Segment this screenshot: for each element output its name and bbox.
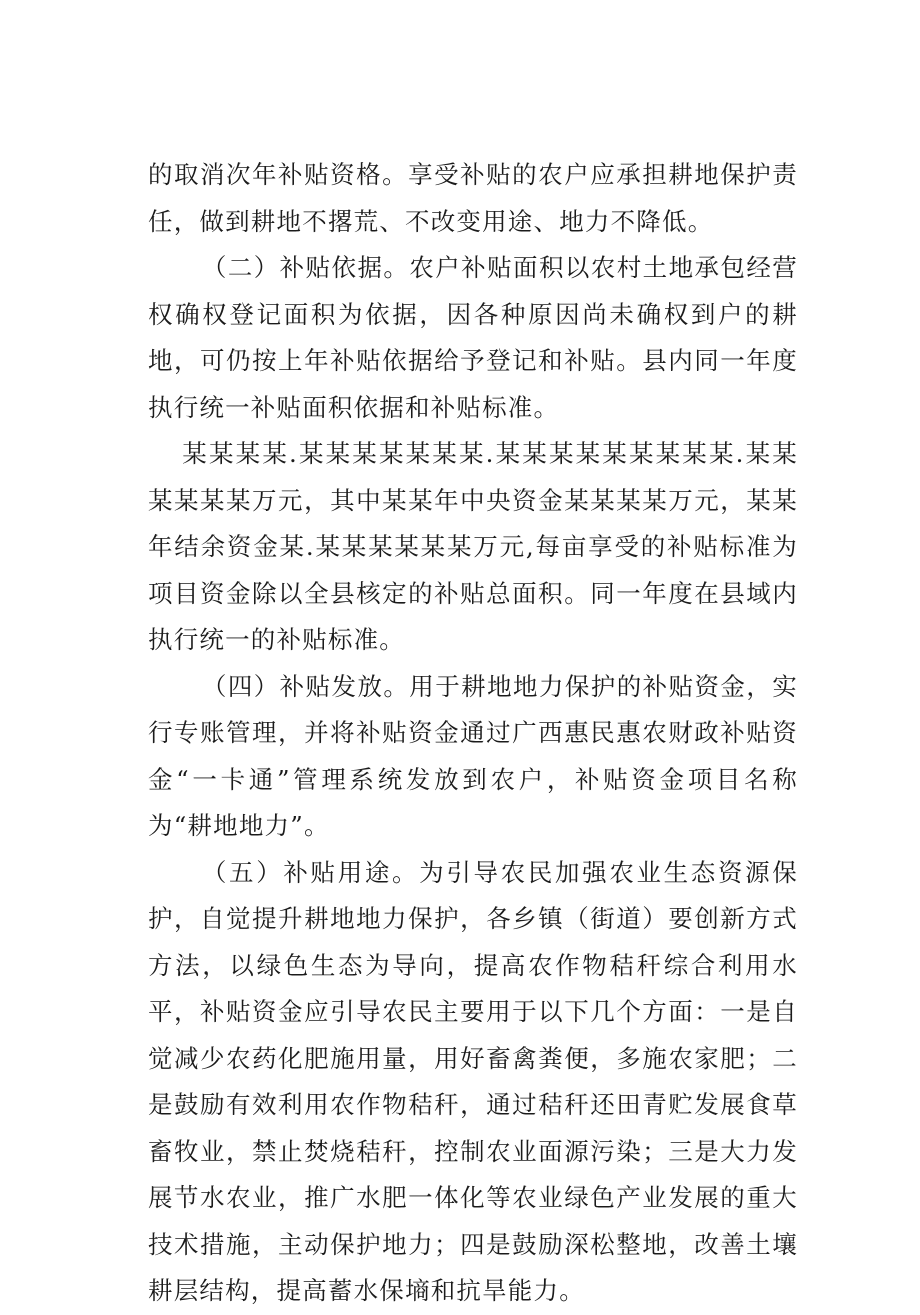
document-body [148, 152, 798, 1315]
paragraph-subsidy-basis: （二）补贴依据。农户补贴面积以农村土地承包经营权确权登记面积为依据，因各种原因尚未确权到户的耕地，可仍按上年补贴依据给予登记和补贴。县内同一年度执行统一补贴面积依据和补贴标准。 [148, 253, 798, 422]
paragraph-subsidy-distribution: （四）补贴发放。用于耕地地力保护的补贴资金，实行专账管理，并将补贴资金通过广西惠民惠农财政补贴资金“一卡通”管理系统发放到农户，补贴资金项目名称为“耕地地力”。 [148, 671, 798, 840]
paragraph-subsidy-funds: 某某某某.某某某某某某某.某某某某某某某某某.某某某某某某万元，其中某某年中央资金某某某某万元，某某年结余资金某.某某某某某某万元,每亩享受的补贴标准为项目资金除以全县核定的补贴总面积。同一年度在县域内执行统一的补贴标准。 [148, 439, 798, 654]
paragraph-subsidy-usage: （五）补贴用途。为引导农民加强农业生态资源保护，自觉提升耕地地力保护，各乡镇（街道）要创新方式方法，以绿色生态为导向，提高农作物秸秆综合利用水平，补贴资金应引导农民主要用于以下几个方面：一是自觉减少农药化肥施用量，用好畜禽粪便，多施农家肥；二是鼓励有效利用农作物秸秆，通过秸秆还田青贮发展食草畜牧业，禁止焚烧秸秆，控制农业面源污染；三是大力发展节水农业，推广水肥一体化等农业绿色产业发展的重大技术措施，主动保护地力；四是鼓励深松整地，改善土壤耕层结构，提高蓄水保墒和抗旱能力。 [148, 857, 798, 1305]
paragraph-continuation: 的取消次年补贴资格。享受补贴的农户应承担耕地保护责任，做到耕地不撂荒、不改变用途、地力不降低。 [148, 160, 798, 236]
